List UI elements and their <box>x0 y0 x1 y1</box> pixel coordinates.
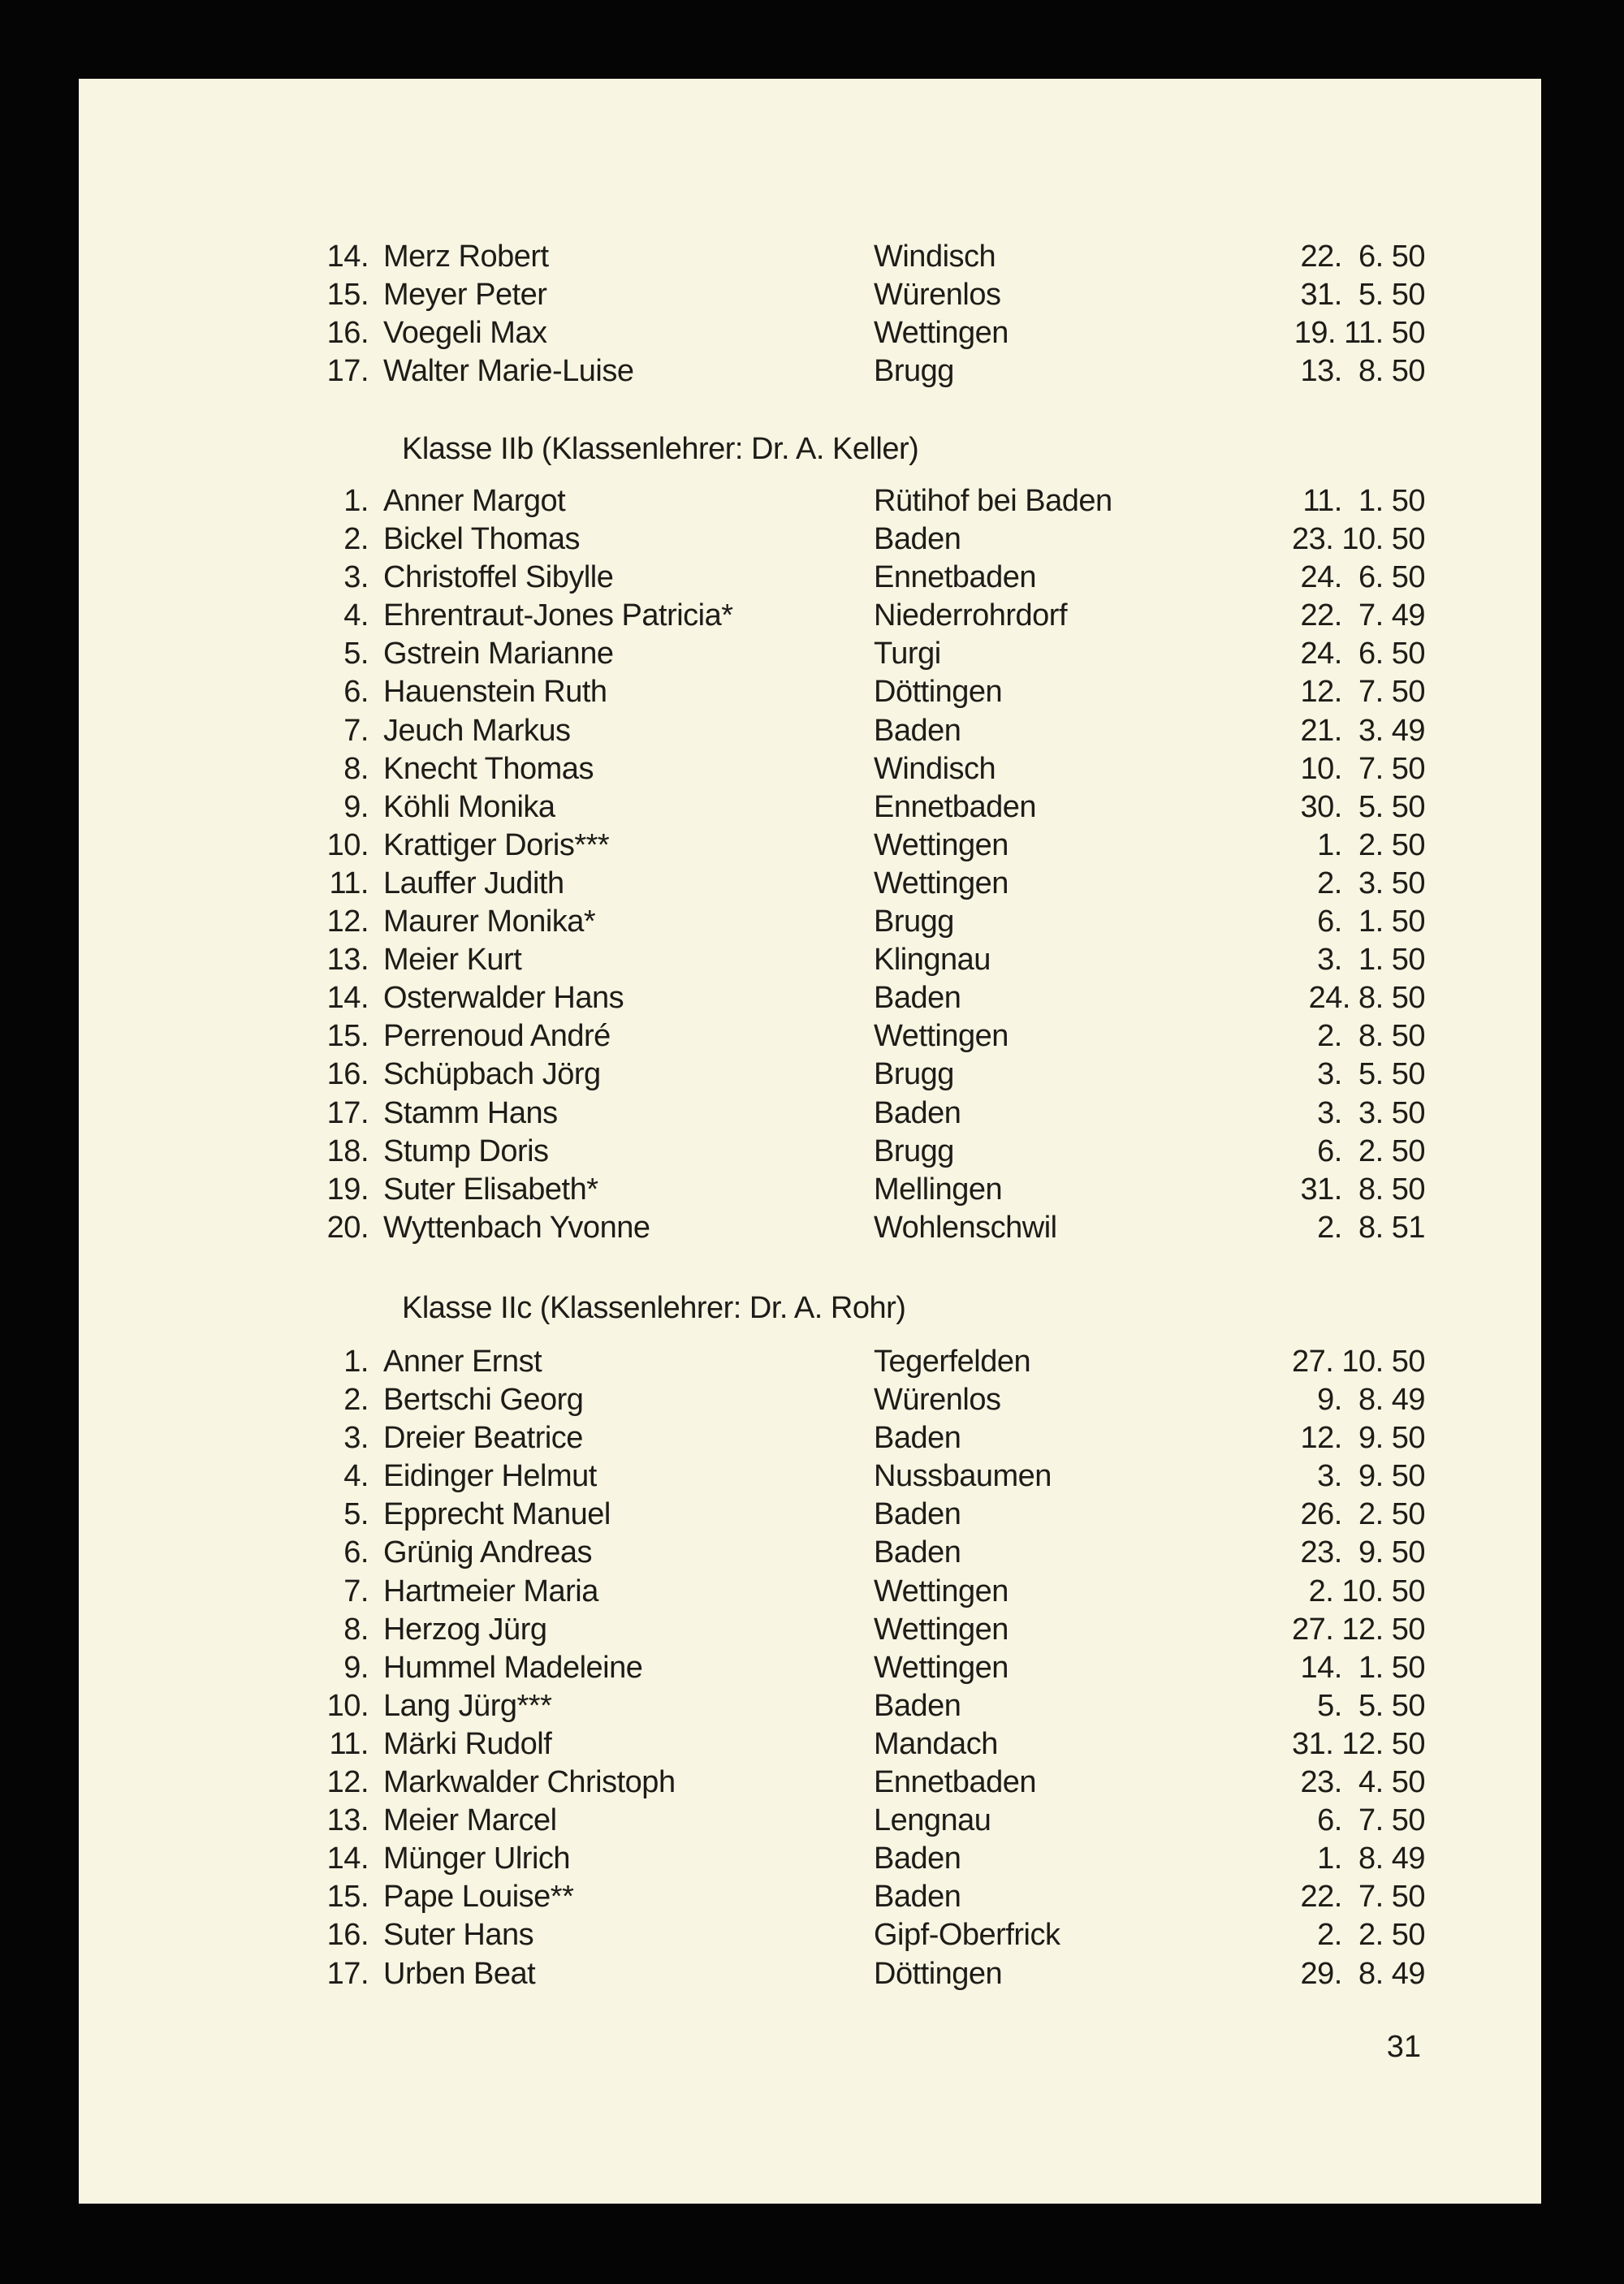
student-date: 31. 8. 50 <box>1300 1172 1425 1207</box>
student-place: Mellingen <box>874 1172 1003 1207</box>
student-num: 14. <box>326 240 369 274</box>
student-date: 24. 6. 50 <box>1300 560 1425 595</box>
table-row <box>79 865 1541 903</box>
table-row <box>79 1534 1541 1572</box>
student-name: Lauffer Judith <box>383 866 564 900</box>
student-place: Baden <box>874 1688 961 1723</box>
student-date: 27. 12. 50 <box>1291 1612 1425 1647</box>
student-num: 15. <box>326 1880 369 1915</box>
table-row <box>79 1649 1541 1687</box>
student-num: 9. <box>343 789 369 824</box>
student-num: 10. <box>326 1688 369 1723</box>
student-name: Knecht Thomas <box>383 751 594 786</box>
student-date: 24. 6. 50 <box>1300 637 1425 671</box>
student-place: Wettingen <box>874 827 1009 862</box>
student-place: Windisch <box>874 751 996 786</box>
student-place: Wettingen <box>874 1612 1009 1647</box>
student-name: Hummel Madeleine <box>383 1650 643 1685</box>
student-num: 9. <box>343 1650 369 1685</box>
student-num: 3. <box>343 1421 369 1456</box>
student-name: Ehrentraut-Jones Patricia* <box>383 598 733 633</box>
student-place: Rütihof bei Baden <box>874 484 1112 518</box>
student-num: 6. <box>343 675 369 710</box>
student-date: 2. 3. 50 <box>1317 866 1425 900</box>
student-date: 23. 4. 50 <box>1300 1765 1425 1800</box>
table-row <box>79 1725 1541 1764</box>
student-name: Voegeli Max <box>383 316 547 351</box>
student-date: 1. 2. 50 <box>1317 827 1425 862</box>
student-name: Köhli Monika <box>383 789 555 824</box>
student-place: Ennetbaden <box>874 560 1036 595</box>
student-name: Bickel Thomas <box>383 522 581 557</box>
student-name: Eidinger Helmut <box>383 1459 597 1494</box>
student-date: 3. 5. 50 <box>1317 1057 1425 1092</box>
student-date: 3. 3. 50 <box>1317 1095 1425 1130</box>
table-row <box>79 1687 1541 1725</box>
student-name: Märki Rudolf <box>383 1726 552 1761</box>
table-row <box>79 903 1541 941</box>
table-row <box>79 1457 1541 1496</box>
table-row <box>79 712 1541 750</box>
student-name: Grünig Andreas <box>383 1535 593 1570</box>
student-date: 5. 5. 50 <box>1317 1688 1425 1723</box>
student-num: 1. <box>343 484 369 518</box>
student-place: Baden <box>874 1497 961 1532</box>
student-date: 10. 7. 50 <box>1300 751 1425 786</box>
student-place: Turgi <box>874 637 941 671</box>
student-date: 31. 12. 50 <box>1291 1726 1425 1761</box>
student-date: 23. 9. 50 <box>1300 1535 1425 1570</box>
student-name: Suter Elisabeth* <box>383 1172 598 1207</box>
student-name: Hartmeier Maria <box>383 1574 598 1608</box>
table-row <box>79 1419 1541 1457</box>
student-name: Perrenoud André <box>383 1019 611 1054</box>
student-place: Wettingen <box>874 1650 1009 1685</box>
table-row <box>79 1764 1541 1802</box>
student-name: Anner Margot <box>383 484 566 518</box>
student-num: 6. <box>343 1535 369 1570</box>
student-num: 16. <box>326 1918 369 1953</box>
student-num: 5. <box>343 1497 369 1532</box>
table-row <box>79 520 1541 559</box>
student-date: 2. 10. 50 <box>1308 1574 1425 1608</box>
student-name: Christoffel Sibylle <box>383 560 614 595</box>
student-date: 3. 9. 50 <box>1317 1459 1425 1494</box>
student-place: Niederrohrdorf <box>874 598 1067 633</box>
student-place: Ennetbaden <box>874 1765 1036 1800</box>
student-name: Merz Robert <box>383 240 549 274</box>
student-num: 16. <box>326 1057 369 1092</box>
student-num: 1. <box>343 1345 369 1379</box>
student-date: 22. 7. 49 <box>1300 598 1425 633</box>
student-place: Würenlos <box>874 1383 1001 1418</box>
student-place: Brugg <box>874 905 954 939</box>
table-row <box>79 1209 1541 1247</box>
table-row <box>79 1611 1541 1649</box>
student-place: Gipf-Oberfrick <box>874 1918 1060 1953</box>
student-name: Meier Kurt <box>383 943 522 978</box>
student-name: Anner Ernst <box>383 1345 542 1379</box>
student-date: 6. 2. 50 <box>1317 1133 1425 1168</box>
student-num: 12. <box>326 1765 369 1800</box>
student-place: Würenlos <box>874 278 1001 313</box>
student-name: Münger Ulrich <box>383 1841 571 1876</box>
student-num: 13. <box>326 1803 369 1838</box>
student-date: 12. 7. 50 <box>1300 675 1425 710</box>
student-date: 2. 8. 51 <box>1317 1210 1425 1245</box>
student-name: Lang Jürg*** <box>383 1688 552 1723</box>
student-num: 14. <box>326 981 369 1016</box>
student-date: 13. 8. 50 <box>1300 354 1425 389</box>
student-num: 17. <box>326 354 369 389</box>
table-row <box>79 941 1541 979</box>
student-date: 24. 8. 50 <box>1308 981 1425 1016</box>
student-place: Mandach <box>874 1726 998 1761</box>
table-row <box>79 750 1541 788</box>
student-place: Wettingen <box>874 316 1009 351</box>
student-place: Tegerfelden <box>874 1345 1031 1379</box>
table-row <box>79 1133 1541 1171</box>
student-place: Döttingen <box>874 1956 1003 1991</box>
student-num: 15. <box>326 278 369 313</box>
student-place: Baden <box>874 1421 961 1456</box>
table-row <box>79 673 1541 711</box>
student-name: Gstrein Marianne <box>383 637 614 671</box>
table-row <box>79 1017 1541 1056</box>
student-place: Baden <box>874 1535 961 1570</box>
table-row <box>79 1955 1541 1993</box>
student-list <box>79 1343 1541 1993</box>
table-row <box>79 635 1541 673</box>
student-place: Wettingen <box>874 1019 1009 1054</box>
student-place: Nussbaumen <box>874 1459 1052 1494</box>
student-date: 22. 6. 50 <box>1300 240 1425 274</box>
table-row <box>79 979 1541 1017</box>
table-row <box>79 482 1541 520</box>
student-num: 8. <box>343 1612 369 1647</box>
student-num: 5. <box>343 637 369 671</box>
student-num: 17. <box>326 1095 369 1130</box>
student-date: 27. 10. 50 <box>1291 1345 1425 1379</box>
student-num: 17. <box>326 1956 369 1991</box>
student-place: Wohlenschwil <box>874 1210 1057 1245</box>
student-name: Walter Marie-Luise <box>383 354 634 389</box>
student-place: Baden <box>874 1841 961 1876</box>
student-num: 16. <box>326 316 369 351</box>
student-num: 12. <box>326 905 369 939</box>
student-place: Brugg <box>874 1057 954 1092</box>
table-row <box>79 559 1541 597</box>
student-date: 21. 3. 49 <box>1300 713 1425 748</box>
student-num: 4. <box>343 598 369 633</box>
student-name: Schüpbach Jörg <box>383 1057 601 1092</box>
student-place: Ennetbaden <box>874 789 1036 824</box>
student-name: Hauenstein Ruth <box>383 675 607 710</box>
student-num: 15. <box>326 1019 369 1054</box>
student-date: 11. 1. 50 <box>1302 484 1425 518</box>
page-number: 31 <box>1386 2030 1421 2064</box>
student-name: Krattiger Doris*** <box>383 827 610 862</box>
student-date: 1. 8. 49 <box>1317 1841 1425 1876</box>
student-name: Jeuch Markus <box>383 713 571 748</box>
table-row <box>79 597 1541 635</box>
student-num: 11. <box>329 866 369 900</box>
student-num: 10. <box>326 827 369 862</box>
student-name: Maurer Monika* <box>383 905 596 939</box>
student-num: 4. <box>343 1459 369 1494</box>
student-num: 20. <box>326 1210 369 1245</box>
table-row <box>79 788 1541 827</box>
table-row <box>79 238 1541 276</box>
table-row <box>79 1171 1541 1209</box>
student-date: 6. 7. 50 <box>1317 1803 1425 1838</box>
student-place: Brugg <box>874 1133 954 1168</box>
table-row <box>79 1916 1541 1954</box>
student-name: Stamm Hans <box>383 1095 558 1130</box>
student-place: Baden <box>874 713 961 748</box>
student-place: Klingnau <box>874 943 991 978</box>
student-date: 12. 9. 50 <box>1300 1421 1425 1456</box>
student-place: Baden <box>874 1095 961 1130</box>
student-num: 7. <box>343 1574 369 1608</box>
student-place: Baden <box>874 1880 961 1915</box>
document-page <box>79 79 1541 2204</box>
student-num: 11. <box>329 1726 369 1761</box>
student-place: Windisch <box>874 240 996 274</box>
student-name: Wyttenbach Yvonne <box>383 1210 650 1245</box>
table-row <box>79 352 1541 391</box>
student-list <box>79 238 1541 391</box>
student-name: Suter Hans <box>383 1918 534 1953</box>
table-row <box>79 827 1541 865</box>
student-name: Meyer Peter <box>383 278 547 313</box>
student-date: 22. 7. 50 <box>1300 1880 1425 1915</box>
student-date: 30. 5. 50 <box>1300 789 1425 824</box>
section-heading: Klasse IIb (Klassenlehrer: Dr. A. Keller) <box>402 432 919 466</box>
student-date: 29. 8. 49 <box>1300 1956 1425 1991</box>
student-date: 26. 2. 50 <box>1300 1497 1425 1532</box>
student-place: Wettingen <box>874 866 1009 900</box>
student-num: 3. <box>343 560 369 595</box>
student-place: Baden <box>874 522 961 557</box>
student-num: 18. <box>326 1133 369 1168</box>
student-date: 3. 1. 50 <box>1317 943 1425 978</box>
table-row <box>79 276 1541 314</box>
student-num: 2. <box>343 522 369 557</box>
student-name: Markwalder Christoph <box>383 1765 676 1800</box>
student-name: Bertschi Georg <box>383 1383 584 1418</box>
student-num: 8. <box>343 751 369 786</box>
student-date: 19. 11. 50 <box>1294 316 1425 351</box>
table-row <box>79 1802 1541 1840</box>
table-row <box>79 1496 1541 1534</box>
student-date: 31. 5. 50 <box>1300 278 1425 313</box>
student-date: 14. 1. 50 <box>1300 1650 1425 1685</box>
table-row <box>79 1381 1541 1419</box>
student-name: Herzog Jürg <box>383 1612 547 1647</box>
student-name: Pape Louise** <box>383 1880 574 1915</box>
student-num: 2. <box>343 1383 369 1418</box>
student-date: 2. 2. 50 <box>1317 1918 1425 1953</box>
student-place: Wettingen <box>874 1574 1009 1608</box>
student-num: 13. <box>326 943 369 978</box>
student-place: Brugg <box>874 354 954 389</box>
student-num: 14. <box>326 1841 369 1876</box>
section-heading: Klasse IIc (Klassenlehrer: Dr. A. Rohr) <box>402 1291 906 1325</box>
student-name: Osterwalder Hans <box>383 981 624 1016</box>
student-date: 6. 1. 50 <box>1317 905 1425 939</box>
student-name: Meier Marcel <box>383 1803 557 1838</box>
student-place: Lengnau <box>874 1803 991 1838</box>
student-date: 2. 8. 50 <box>1317 1019 1425 1054</box>
student-name: Dreier Beatrice <box>383 1421 583 1456</box>
student-num: 7. <box>343 713 369 748</box>
table-row <box>79 1840 1541 1878</box>
student-num: 19. <box>326 1172 369 1207</box>
student-name: Epprecht Manuel <box>383 1497 611 1532</box>
student-name: Stump Doris <box>383 1133 549 1168</box>
student-place: Döttingen <box>874 675 1003 710</box>
table-row <box>79 1343 1541 1381</box>
table-row <box>79 314 1541 352</box>
student-name: Urben Beat <box>383 1956 536 1991</box>
student-date: 23. 10. 50 <box>1291 522 1425 557</box>
student-list <box>79 482 1541 1247</box>
table-row <box>79 1095 1541 1133</box>
student-date: 9. 8. 49 <box>1317 1383 1425 1418</box>
table-row <box>79 1878 1541 1916</box>
student-place: Baden <box>874 981 961 1016</box>
table-row <box>79 1573 1541 1611</box>
table-row <box>79 1056 1541 1094</box>
